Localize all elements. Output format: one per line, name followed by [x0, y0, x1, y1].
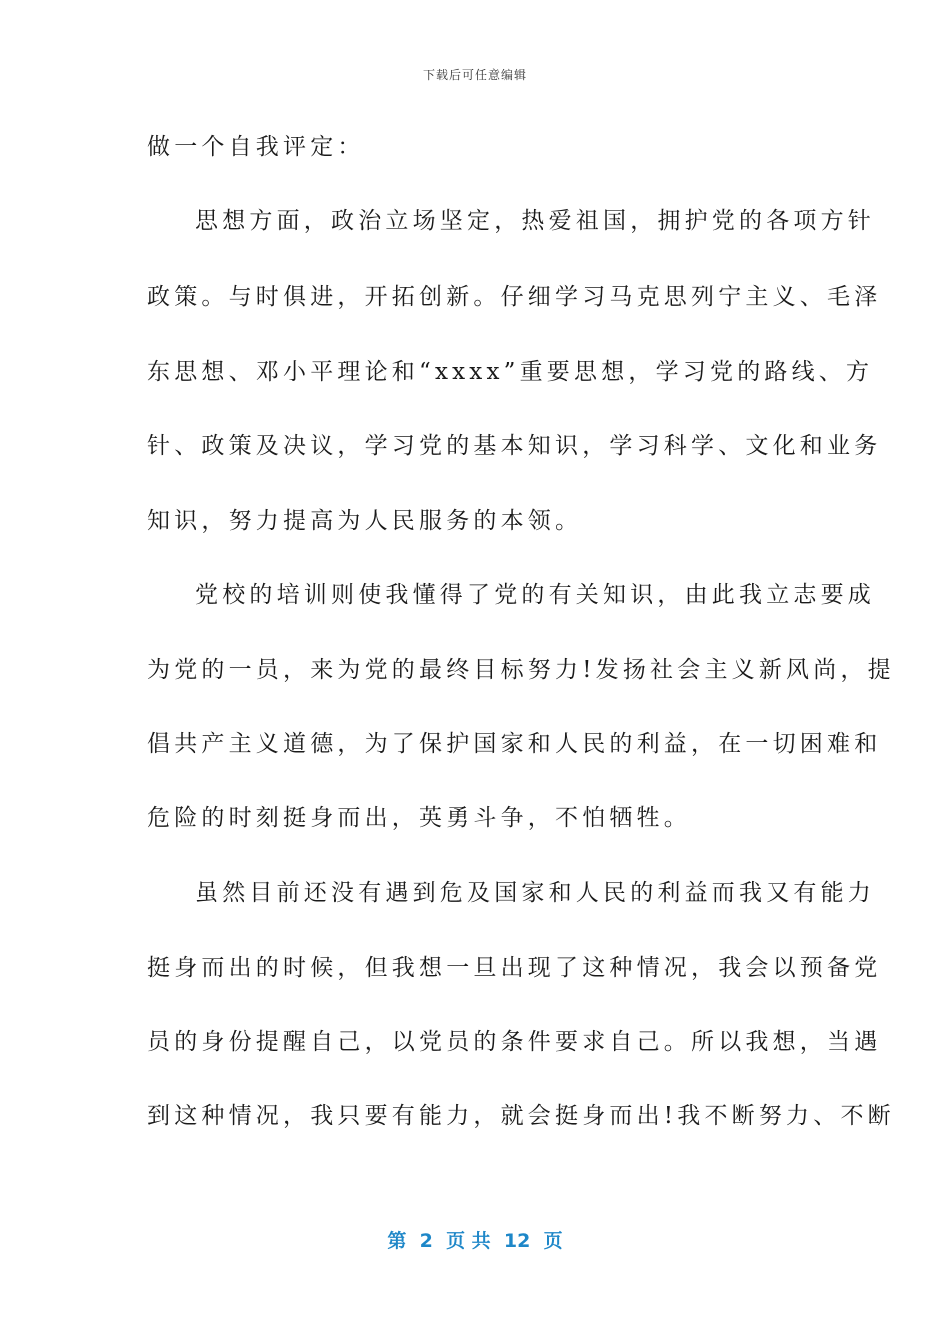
text-line-8: 为党的一员，来为党的最终目标努力!发扬社会主义新风尚，提: [147, 657, 895, 683]
page-number-footer: 第 2 页 共 12 页: [387, 1230, 563, 1252]
text-line-10: 危险的时刻挺身而出，英勇斗争，不怕牺牲。: [147, 805, 691, 831]
text-line-6: 知识，努力提高为人民服务的本领。: [147, 508, 583, 534]
text-line-1: 做一个自我评定：: [147, 134, 365, 160]
text-line-5: 针、政策及决议，学习党的基本知识，学习科学、文化和业务: [147, 433, 882, 459]
text-line-4: 东思想、邓小平理论和“xxxx”重要思想，学习党的路线、方: [147, 359, 874, 385]
text-line-14: 到这种情况，我只要有能力，就会挺身而出!我不断努力、不断: [147, 1103, 895, 1129]
text-line-7: 党校的培训则使我懂得了党的有关知识，由此我立志要成: [195, 582, 875, 608]
text-line-3: 政策。与时俱进，开拓创新。仔细学习马克思列宁主义、毛泽: [147, 284, 882, 310]
text-line-2: 思想方面，政治立场坚定，热爱祖国，拥护党的各项方针: [195, 208, 875, 234]
text-line-13: 员的身份提醒自己，以党员的条件要求自己。所以我想，当遇: [147, 1029, 882, 1055]
page-header-note: 下载后可任意编辑: [422, 68, 527, 82]
text-line-11: 虽然目前还没有遇到危及国家和人民的利益而我又有能力: [195, 880, 875, 906]
text-line-9: 倡共产主义道德，为了保护国家和人民的利益，在一切困难和: [147, 731, 882, 757]
text-line-12: 挺身而出的时候，但我想一旦出现了这种情况，我会以预备党: [147, 955, 882, 981]
